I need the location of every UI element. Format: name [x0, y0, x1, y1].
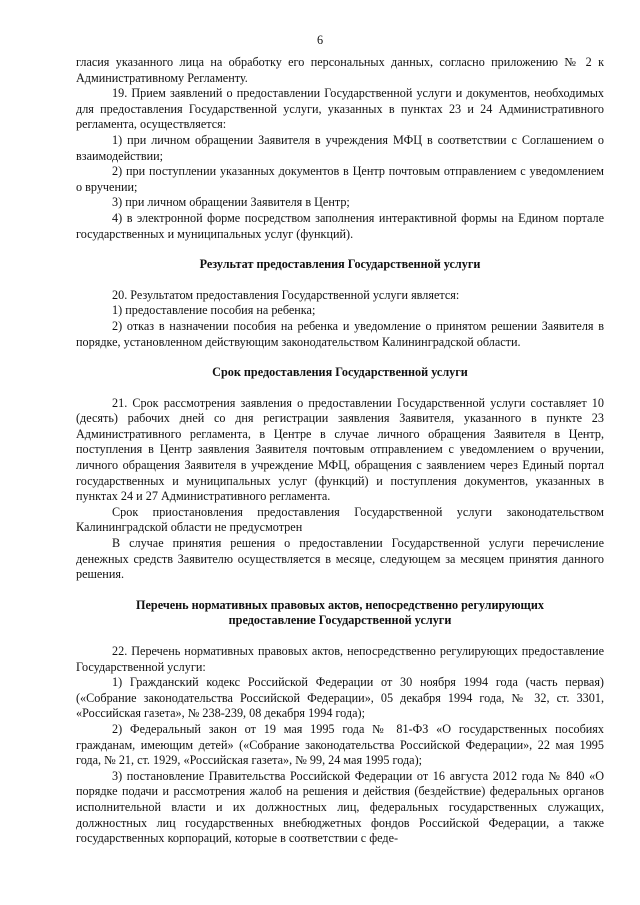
- heading-line: предоставление Государственной услуги: [228, 613, 452, 628]
- section-heading-result: Результат предоставления Государственной услуги: [199, 257, 481, 272]
- paragraph-20: 20. Результатом предоставления Государственной услуги является:: [112, 287, 460, 302]
- list-item: 1) Гражданский кодекс Российской Федерации от 30 ноября 1994 года (часть первая) («Собрание законодательства Российской Федерации», 05 декабря 1994 года, № 32, ст. 3301, «Российская газета», № 238-239, 08 декабря 1994 года);: [76, 675, 604, 721]
- list-item: 1) предоставление пособия на ребенка;: [112, 303, 316, 318]
- list-item: 1) при личном обращении Заявителя в учреждения МФЦ в соответствии с Соглашением о взаимодействии;: [76, 132, 604, 163]
- section-heading-term: Срок предоставления Государственной услуги: [212, 365, 468, 380]
- section-heading-acts: [76, 598, 604, 629]
- paragraph-22: 22. Перечень нормативных правовых актов, непосредственно регулирующих предоставление Государственной услуги:: [76, 644, 604, 674]
- list-item: 3) постановление Правительства Российской Федерации от 16 августа 2012 года № 840 «О порядке подачи и рассмотрения жалоб на решения и действия (бездействие) федеральных органов исполнительной власти и их должностных лиц, федеральных государственных служащих, должностных лиц государственных внебюджетных фондов Российской Федерации, а также государственных корпораций, которые в соответствии с феде-: [76, 768, 604, 846]
- list-item: 2) Федеральный закон от 19 мая 1995 года № 81-ФЗ «О государственных пособиях гражданам, имеющим детей» («Собрание законодательства Российской Федерации», 22 мая 1995 года, № 21, ст. 1929, «Российская газета», № 99, 24 мая 1995 года);: [76, 721, 604, 768]
- paragraph-21-suspension: Срок приостановления предоставления Государственной услуги законодательством Калининградской области не предусмотрен: [76, 504, 604, 535]
- paragraph-19: 19. Прием заявлений о предоставлении Государственной услуги и документов, необходимых для предоставления Государственной услуги, указанных в пунктах 23 и 24 Административного регламента, осуществляется:: [76, 86, 604, 132]
- list-item: 4) в электронной форме посредством заполнения интерактивной формы на Едином портале государственных и муниципальных услуг (функций).: [76, 210, 604, 241]
- list-item: 2) отказ в назначении пособия на ребенка и уведомление о принятом решении Заявителя в порядке, установленном действующим законодательством Калининградской области.: [76, 318, 604, 349]
- list-item: 3) при личном обращении Заявителя в Центр;: [112, 195, 350, 210]
- paragraph-continuation: гласия указанного лица на обработку его персональных данных, согласно приложению № 2 к Административному Регламенту.: [76, 55, 604, 85]
- heading-line: Перечень нормативных правовых актов, непосредственно регулирующих: [136, 597, 544, 612]
- page-number: 6: [316, 33, 324, 47]
- paragraph-21-payment: В случае принятия решения о предоставлении Государственной услуги перечисление денежных средств Заявителю осуществляется в месяце, следующем за месяцем принятия данного решения.: [76, 536, 604, 582]
- list-item: 2) при поступлении указанных документов в Центр почтовым отправлением с уведомлением о вручении;: [76, 164, 604, 194]
- document-body: [76, 55, 604, 847]
- paragraph-21: 21. Срок рассмотрения заявления о предоставлении Государственной услуги составляет 10 (десять) рабочих дней со дня регистрации заявления Заявителя, указанного в пункте 23 Административного регламента, в Центре в случае личного обращения Заявителя в Центр, поступления в Центр заявления Заявителя почтовым отправлением с уведомлением о вручении, личного обращения Заявителя в учреждение МФЦ, обращения с заявлением через Единый портал государственных и муниципальных услуг (функций) и поступления документов, указанных в пунктах 24 и 27 Административного регламента.: [76, 395, 604, 504]
